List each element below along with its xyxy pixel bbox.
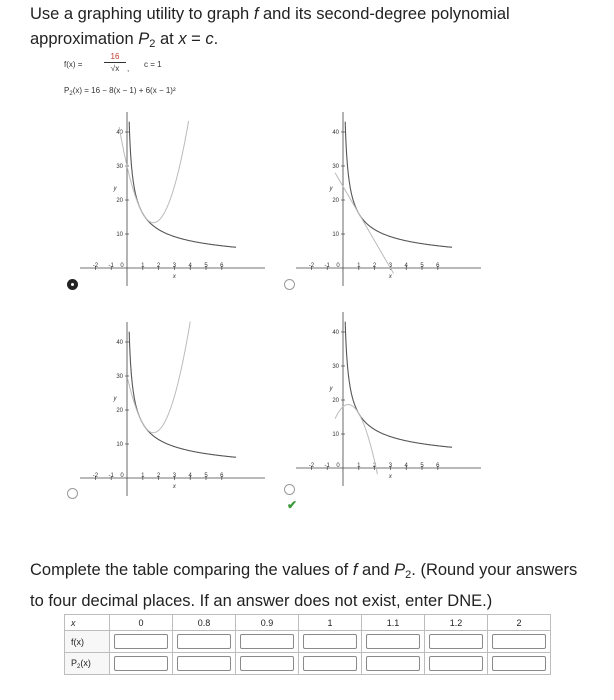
graph-3 (80, 318, 265, 496)
question-text: Use a graphing utility to graph f and its second-degree polynomial approximation $P_2$ at x = c. (30, 5, 510, 50)
y-tick-label: 20 (332, 398, 339, 404)
x-tick-label: 2 (372, 263, 377, 269)
f-answer-input-2[interactable] (177, 634, 231, 649)
y-axis-label: y (329, 185, 333, 192)
p-answer-input-5[interactable] (366, 656, 420, 671)
p-answer-input-7[interactable] (492, 656, 546, 671)
fraction (104, 52, 126, 73)
y-tick-label: 30 (332, 364, 339, 370)
table-x-value: 2 (488, 615, 551, 631)
graph-2 (296, 108, 481, 286)
x-tick-label: 5 (204, 473, 208, 479)
y-axis-label: y (113, 395, 117, 402)
y-tick-label: 10 (116, 232, 123, 238)
x-tick-label: 0 (336, 463, 340, 469)
table-x-header: x (65, 615, 110, 631)
x-axis-label: x (172, 274, 176, 280)
x-tick-label: 0 (120, 473, 124, 479)
y-tick-label: 40 (332, 330, 339, 336)
table-row-p (65, 653, 551, 675)
y-tick-label: 30 (116, 164, 123, 170)
y-tick-label: 40 (116, 130, 123, 136)
x-tick-label: 3 (388, 463, 393, 469)
table-row-f-label: f(x) (65, 631, 110, 653)
y-tick-label: 10 (116, 442, 123, 448)
x-tick-label: 5 (204, 263, 208, 269)
x-axis-label: x (388, 274, 392, 280)
f-symbol: f (253, 5, 259, 23)
y-axis-label: y (329, 385, 333, 392)
f-curve (129, 122, 236, 248)
x-tick-label: -2 (308, 463, 315, 469)
center-value: c = 1 (144, 60, 162, 69)
fraction-numerator: 16 (110, 52, 120, 61)
graph-option-3-radio[interactable] (67, 488, 78, 499)
x-tick-label: 1 (357, 463, 361, 469)
x-tick-label: -2 (308, 263, 315, 269)
table-x-value: 1.2 (425, 615, 488, 631)
x-tick-label: 4 (188, 263, 192, 269)
table-x-value: 1 (299, 615, 362, 631)
f-curve (345, 122, 452, 248)
y-tick-label: 30 (116, 374, 123, 380)
x-tick-label: 2 (156, 263, 161, 269)
y-tick-label: 20 (116, 408, 123, 414)
polynomial-definition: $P_2(x) = 16 - 8(x - 1) + 6(x - 1)^2$ (64, 86, 176, 97)
p-answer-input-2[interactable] (177, 656, 231, 671)
graph-4 (296, 308, 481, 486)
graph-panel-4 (296, 308, 481, 491)
x-tick-label: 3 (172, 473, 177, 479)
fraction-denominator: √x (110, 64, 120, 73)
x-tick-label: 6 (220, 473, 224, 479)
f-curve (129, 332, 236, 458)
x-tick-label: 6 (436, 463, 440, 469)
y-tick-label: 30 (332, 164, 339, 170)
table-row-f (65, 631, 551, 653)
p-answer-input-1[interactable] (114, 656, 168, 671)
x-tick-label: -2 (92, 263, 99, 269)
f-answer-input-5[interactable] (366, 634, 420, 649)
y-tick-label: 20 (332, 198, 339, 204)
table-x-value: 0.8 (173, 615, 236, 631)
x-tick-label: -1 (324, 263, 330, 269)
x-tick-label: -2 (92, 473, 99, 479)
x-tick-label: 1 (141, 263, 145, 269)
x-tick-label: 5 (420, 263, 424, 269)
x-tick-label: 5 (420, 463, 424, 469)
f-answer-input-4[interactable] (303, 634, 357, 649)
x-tick-label: 3 (388, 263, 393, 269)
x-tick-label: 6 (436, 263, 440, 269)
table-x-value: 0.9 (236, 615, 299, 631)
graph-option-2-radio[interactable] (284, 279, 295, 290)
x-tick-label: 6 (220, 263, 224, 269)
f-answer-input-6[interactable] (429, 634, 483, 649)
p-symbol: P (138, 30, 150, 48)
x-tick-label: 1 (357, 263, 361, 269)
graph-panel-3 (80, 318, 265, 501)
x-tick-label: 4 (188, 473, 192, 479)
fraction-bar (104, 62, 126, 63)
p-answer-input-3[interactable] (240, 656, 294, 671)
x-tick-label: 0 (336, 263, 340, 269)
table-x-value: 1.1 (362, 615, 425, 631)
f-answer-input-3[interactable] (240, 634, 294, 649)
x-axis-label: x (172, 484, 176, 490)
y-tick-label: 10 (332, 432, 339, 438)
x-tick-label: 2 (372, 463, 377, 469)
x-tick-label: 0 (120, 263, 124, 269)
y-tick-label: 40 (332, 130, 339, 136)
approximation-curve (128, 322, 190, 433)
x-tick-label: 1 (141, 473, 145, 479)
f-curve (345, 322, 452, 448)
complete-instructions: Complete the table comparing the values of f and $P_2$. (Round your answers to four decimal places. If an answer does not exist, enter DNE.) (30, 561, 578, 610)
x-tick-label: -1 (108, 263, 114, 269)
f-answer-input-7[interactable] (492, 634, 546, 649)
p-answer-input-4[interactable] (303, 656, 357, 671)
graph-panel-2 (296, 108, 481, 291)
y-tick-label: 10 (332, 232, 339, 238)
table-header-row (65, 615, 551, 631)
correct-check-icon: ✔ (287, 498, 298, 512)
x-tick-label: 4 (404, 463, 408, 469)
f-answer-input-1[interactable] (114, 634, 168, 649)
graph-1 (80, 108, 265, 286)
x-axis-label: x (388, 474, 392, 480)
x-tick-label: 4 (404, 263, 408, 269)
graph-option-1-radio[interactable] (67, 279, 78, 290)
x-tick-label: 2 (156, 473, 161, 479)
approximation-curve (335, 173, 394, 274)
table-row-p-label: $P_2(x)$ (65, 653, 110, 675)
comparison-table (64, 614, 551, 675)
x-tick-label: 3 (172, 263, 177, 269)
table-x-value: 0 (110, 615, 173, 631)
p-answer-input-6[interactable] (429, 656, 483, 671)
graph-panel-1 (80, 108, 265, 291)
y-axis-label: y (113, 185, 117, 192)
y-tick-label: 40 (116, 340, 123, 346)
graph-option-4-radio[interactable] (284, 484, 295, 495)
y-tick-label: 20 (116, 198, 123, 204)
x-tick-label: -1 (108, 473, 114, 479)
x-tick-label: -1 (324, 463, 330, 469)
